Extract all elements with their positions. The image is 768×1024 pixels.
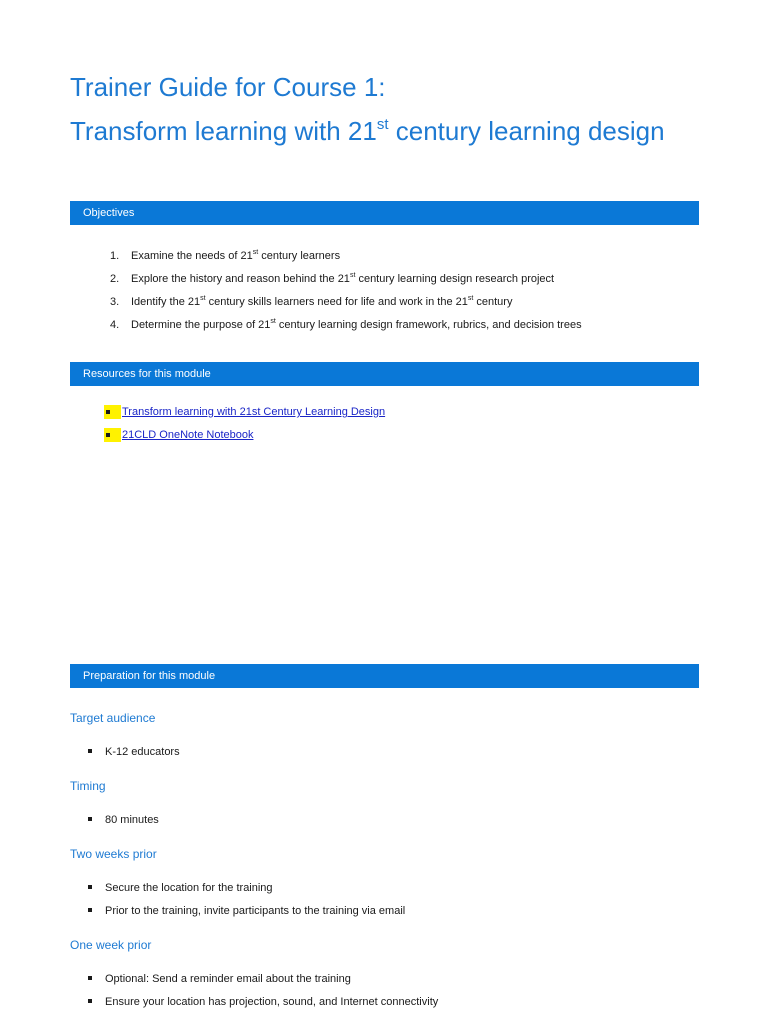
document-title: Trainer Guide for Course 1: [70, 72, 386, 102]
preparation-header: Preparation for this module [70, 664, 699, 688]
link-21cld-course[interactable]: Transform learning with 21st Century Learning Design [122, 406, 386, 418]
resources-header: Resources for this module [70, 362, 699, 386]
bullet-icon [88, 908, 92, 912]
bullet-icon [88, 749, 92, 753]
timing-heading: Timing [70, 779, 106, 793]
objectives-header: Objectives [70, 201, 699, 225]
bullet-icon [88, 817, 92, 821]
bullet-icon [106, 433, 110, 437]
document-subtitle: Transform learning with 21st century learning design [70, 116, 665, 146]
two-weeks-prior-heading: Two weeks prior [70, 847, 157, 861]
link-onenote-notebook[interactable]: 21CLD OneNote Notebook [122, 429, 254, 441]
bullet-icon [106, 410, 110, 414]
bullet-icon [88, 999, 92, 1003]
bullet-icon [88, 885, 92, 889]
target-audience-heading: Target audience [70, 711, 156, 725]
bullet-icon [88, 976, 92, 980]
one-week-prior-heading: One week prior [70, 938, 152, 952]
